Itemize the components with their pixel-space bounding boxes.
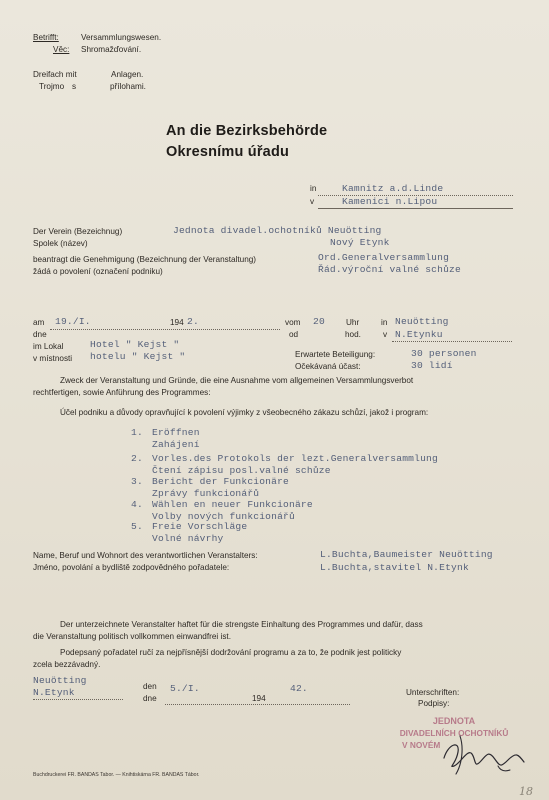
stamp-line-2: DIVADELNÍCH OCHOTNÍKŮ — [399, 728, 509, 738]
program-item-de: Bericht der Funkcionäre — [152, 476, 290, 487]
title-line-de: An die Bezirksbehörde — [166, 123, 328, 139]
teilnahme-value-de: 30 personen — [411, 348, 477, 359]
vec-value: Shromažďování. — [81, 45, 142, 54]
stamp-line-3: V NOVÉM — [402, 740, 441, 750]
program-item-de: Eröffnen — [152, 427, 200, 438]
veranstalter-label-cz: Jméno, povolání a bydliště zodpovědného pořadatele: — [33, 563, 230, 572]
s-label: s — [72, 82, 77, 91]
program-item-cz: Čtení zápisu posl.valné schůze — [152, 465, 331, 476]
program-item-cz: Zprávy funkcionářů — [152, 488, 260, 499]
veranstalter-value-de: L.Buchta,Baumeister Neuötting — [320, 549, 493, 560]
declaration-cz-2: zcela bezzávadný. — [33, 660, 101, 669]
signing-place-de: Neuötting — [33, 675, 87, 686]
event-year-prefix: 194 — [170, 318, 184, 327]
lokal-value-de: Hotel " Kejst " — [90, 339, 180, 350]
location-cz: Kamenici n.Lipou — [342, 196, 438, 207]
signing-date: 5./I. — [170, 683, 200, 694]
verein-value-cz: Jednota divadel.ochotníků Neuötting — [173, 225, 382, 236]
date-am-label: am — [33, 318, 45, 327]
genehmigung-label-cz: žádá o povolení (označení podniku) — [33, 267, 163, 276]
signature-label-cz: Podpisy: — [418, 699, 450, 708]
title-line-cz: Okresnímu úřadu — [166, 144, 290, 160]
trojmo-label: Trojmo — [39, 82, 65, 91]
betrifft-value: Versammlungswesen. — [81, 33, 162, 42]
anlagen-label: Anlagen. — [111, 70, 144, 79]
location-de: Kamnitz a.d.Linde — [342, 183, 444, 194]
event-year-suffix: 2. — [187, 316, 199, 327]
location-in-label: in — [310, 184, 317, 193]
genehmigung-value-cz: Řád.výroční valné schůze — [318, 264, 461, 275]
lokal-value-cz: hotelu " Kejst " — [90, 351, 186, 362]
signature-label-de: Unterschriften: — [406, 688, 460, 697]
zweck-text-de-1: Zweck der Veranstaltung und Gründe, die eine Ausnahme vom allgemeinen Versammlungsverbot — [60, 376, 414, 385]
stamp-line-1: JEDNOTA — [432, 716, 476, 726]
event-hour: 20 — [313, 316, 325, 327]
time-vom-label: vom — [285, 318, 301, 327]
place-v-label: v — [383, 330, 388, 339]
verein-label-cz: Spolek (název) — [33, 239, 88, 248]
signing-den-label: den — [143, 682, 157, 691]
declaration-de-2: die Veranstaltung politisch vollkommen einwandfrei ist. — [33, 632, 231, 641]
declaration-de-1: Der unterzeichnete Veranstalter haftet für die strengste Einhaltung des Programmes und dafür, dass — [60, 620, 423, 629]
location-v-label: v — [310, 197, 315, 206]
lokal-label-cz: v místnosti — [33, 354, 73, 363]
time-od-label: od — [289, 330, 299, 339]
program-item-number: 5. — [131, 521, 143, 532]
dreifach-label: Dreifach mit — [33, 70, 77, 79]
date-dne-label: dne — [33, 330, 47, 339]
declaration-cz-1: Podepsaný pořadatel ručí za nejpřísnější dodržování programu a za to, že podnik jest politicky — [60, 648, 402, 657]
program-item-cz: Volby nových funkcionářů — [152, 511, 295, 522]
verein-label-de: Der Verein (Bezeichnug) — [33, 227, 123, 236]
teilnahme-label-de: Erwartete Beteiligung: — [295, 350, 376, 359]
lokal-label-de: im Lokal — [33, 342, 64, 351]
signing-place-cz: N.Etynk — [33, 687, 75, 698]
vec-label: Věc: — [53, 45, 70, 54]
signing-year-prefix: 194 — [252, 694, 266, 703]
genehmigung-value-de: Ord.Generalversammlung — [318, 252, 450, 263]
event-place-de: Neuötting — [395, 316, 449, 327]
prilohami-label: přílohami. — [110, 82, 146, 91]
time-uhr-label: Uhr — [346, 318, 360, 327]
veranstalter-label-de: Name, Beruf und Wohnort des verantwortlichen Veranstalters: — [33, 551, 258, 560]
verein-value-cz2: Nový Etynk — [330, 237, 390, 248]
program-item-cz: Volné návrhy — [152, 533, 224, 544]
program-item-de: Vorles.des Protokols der lezt.Generalversammlung — [152, 453, 438, 464]
program-item-number: 3. — [131, 476, 143, 487]
betrifft-label: Betrifft: — [33, 33, 59, 42]
zweck-text-cz: Účel podniku a důvody opravňující k povolení výjimky z všeobecného zákazu schůzí, jakož i program: — [60, 408, 429, 417]
program-item-number: 2. — [131, 453, 143, 464]
place-in-label: in — [381, 318, 388, 327]
signing-year-suffix: 42. — [290, 683, 308, 694]
genehmigung-label-de: beantragt die Genehmigung (Bezeichnung der Veranstaltung) — [33, 255, 257, 264]
event-place-cz: N.Etynku — [395, 329, 443, 340]
teilnahme-value-cz: 30 lidí — [411, 360, 453, 371]
program-item-number: 1. — [131, 427, 143, 438]
handwritten-signature — [438, 728, 528, 776]
event-date: 19./I. — [55, 316, 91, 327]
teilnahme-label-cz: Očekávaná účast: — [295, 362, 361, 371]
zweck-text-de-2: rechtfertigen, sowie Anführung des Programmes: — [33, 388, 211, 397]
program-item-cz: Zahájení — [152, 439, 200, 450]
time-hod-label: hod. — [345, 330, 361, 339]
program-item-number: 4. — [131, 499, 143, 510]
page-number: 18 — [519, 785, 533, 798]
program-item-de: Freie Vorschläge — [152, 521, 248, 532]
signing-dne-label: dne — [143, 694, 157, 703]
printer-footer: Buchdruckerei FR. BANDAS Tabor. — Knihtiskárna FR. BANDAS Tábor. — [33, 772, 200, 778]
program-item-de: Wählen en neuer Funkcionäre — [152, 499, 313, 510]
veranstalter-value-cz: L.Buchta,stavitel N.Etynk — [320, 562, 469, 573]
